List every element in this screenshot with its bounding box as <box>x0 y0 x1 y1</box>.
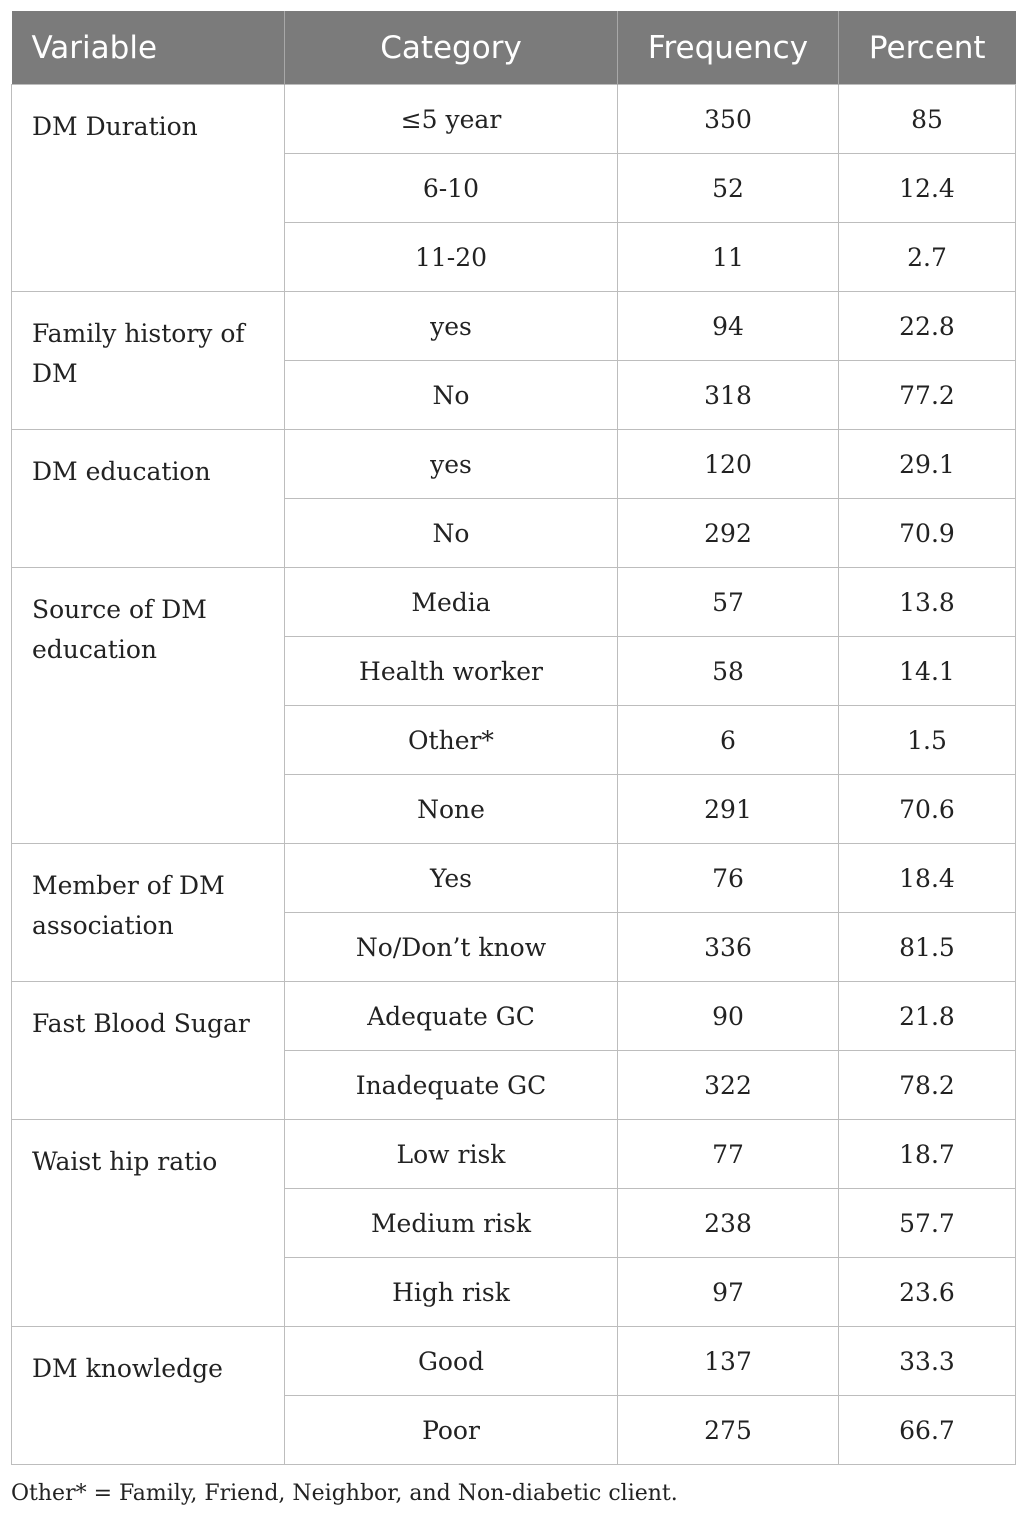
percent-cell: 66.7 <box>839 1396 1016 1465</box>
frequency-cell: 77 <box>618 1120 839 1189</box>
frequency-cell: 336 <box>618 913 839 982</box>
category-cell: High risk <box>285 1258 618 1327</box>
frequency-cell: 120 <box>618 430 839 499</box>
percent-cell: 12.4 <box>839 154 1016 223</box>
table-row <box>12 844 1016 913</box>
variable-cell: Family history of DM <box>12 292 285 430</box>
frequency-cell: 58 <box>618 637 839 706</box>
frequency-cell: 57 <box>618 568 839 637</box>
category-cell: Yes <box>285 844 618 913</box>
variable-cell: Waist hip ratio <box>12 1120 285 1327</box>
category-cell: Good <box>285 1327 618 1396</box>
frequency-cell: 292 <box>618 499 839 568</box>
frequency-cell: 350 <box>618 85 839 154</box>
percent-cell: 57.7 <box>839 1189 1016 1258</box>
frequency-cell: 76 <box>618 844 839 913</box>
variable-cell: Member of DM association <box>12 844 285 982</box>
variable-cell: Fast Blood Sugar <box>12 982 285 1120</box>
header-row <box>12 11 1016 85</box>
percent-cell: 70.9 <box>839 499 1016 568</box>
category-cell: Low risk <box>285 1120 618 1189</box>
table-row <box>12 85 1016 154</box>
category-cell: No <box>285 361 618 430</box>
table-body <box>12 85 1016 1465</box>
frequency-cell: 94 <box>618 292 839 361</box>
percent-cell: 2.7 <box>839 223 1016 292</box>
table-row <box>12 1327 1016 1396</box>
category-cell: yes <box>285 430 618 499</box>
percent-cell: 22.8 <box>839 292 1016 361</box>
frequency-cell: 52 <box>618 154 839 223</box>
percent-cell: 81.5 <box>839 913 1016 982</box>
variable-cell: Source of DM education <box>12 568 285 844</box>
header-variable: Variable <box>12 11 285 85</box>
variable-cell: DM Duration <box>12 85 285 292</box>
percent-cell: 85 <box>839 85 1016 154</box>
category-cell: Adequate GC <box>285 982 618 1051</box>
footnote: Other* = Family, Friend, Neighbor, and Non-diabetic client. <box>11 1481 678 1506</box>
table-row <box>12 568 1016 637</box>
category-cell: No <box>285 499 618 568</box>
data-table <box>11 11 1016 1465</box>
header-percent: Percent <box>839 11 1016 85</box>
category-cell: 6-10 <box>285 154 618 223</box>
frequency-cell: 238 <box>618 1189 839 1258</box>
category-cell: Poor <box>285 1396 618 1465</box>
table-row <box>12 292 1016 361</box>
frequency-cell: 6 <box>618 706 839 775</box>
header-frequency: Frequency <box>618 11 839 85</box>
frequency-cell: 90 <box>618 982 839 1051</box>
category-cell: yes <box>285 292 618 361</box>
frequency-cell: 11 <box>618 223 839 292</box>
frequency-cell: 97 <box>618 1258 839 1327</box>
percent-cell: 21.8 <box>839 982 1016 1051</box>
percent-cell: 18.7 <box>839 1120 1016 1189</box>
category-cell: ≤5 year <box>285 85 618 154</box>
category-cell: None <box>285 775 618 844</box>
frequency-cell: 291 <box>618 775 839 844</box>
table-row <box>12 1120 1016 1189</box>
percent-cell: 23.6 <box>839 1258 1016 1327</box>
percent-cell: 33.3 <box>839 1327 1016 1396</box>
category-cell: 11-20 <box>285 223 618 292</box>
frequency-cell: 275 <box>618 1396 839 1465</box>
category-cell: Media <box>285 568 618 637</box>
variable-cell: DM knowledge <box>12 1327 285 1465</box>
percent-cell: 77.2 <box>839 361 1016 430</box>
table-row <box>12 430 1016 499</box>
frequency-cell: 137 <box>618 1327 839 1396</box>
category-cell: Inadequate GC <box>285 1051 618 1120</box>
category-cell: Health worker <box>285 637 618 706</box>
header-category: Category <box>285 11 618 85</box>
frequency-cell: 318 <box>618 361 839 430</box>
percent-cell: 1.5 <box>839 706 1016 775</box>
category-cell: No/Don’t know <box>285 913 618 982</box>
percent-cell: 70.6 <box>839 775 1016 844</box>
category-cell: Other* <box>285 706 618 775</box>
percent-cell: 14.1 <box>839 637 1016 706</box>
frequency-cell: 322 <box>618 1051 839 1120</box>
variable-cell: DM education <box>12 430 285 568</box>
table-row <box>12 982 1016 1051</box>
percent-cell: 18.4 <box>839 844 1016 913</box>
category-cell: Medium risk <box>285 1189 618 1258</box>
percent-cell: 29.1 <box>839 430 1016 499</box>
percent-cell: 78.2 <box>839 1051 1016 1120</box>
percent-cell: 13.8 <box>839 568 1016 637</box>
